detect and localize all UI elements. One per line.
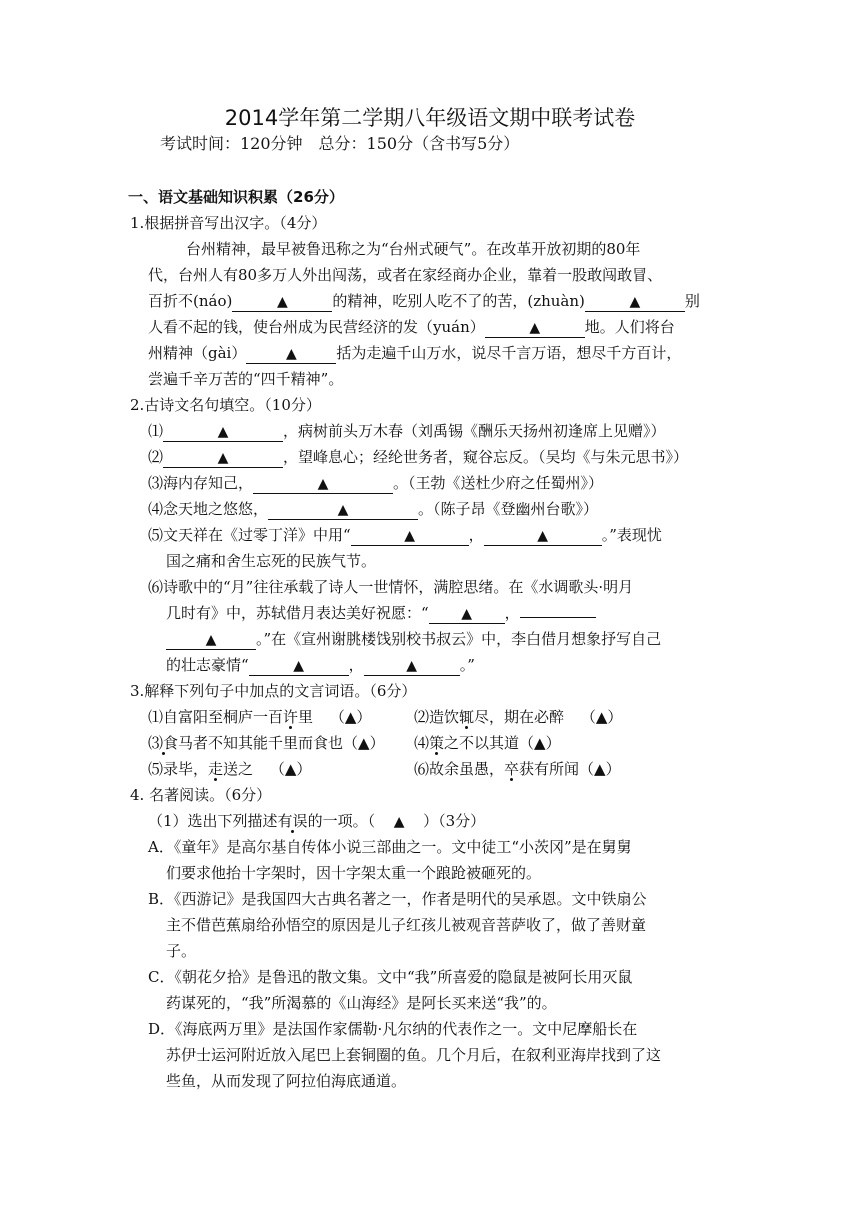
option-a[interactable]: A．《童年》是高尔基自传体小说三部曲之一。文中徒工“小茨冈”是在舅舅 [148,838,632,856]
option-d[interactable]: D．《海底两万里》是法国作家儒勒·凡尔纳的代表作之一。文中尼摩船长在 [148,1020,638,1038]
option-d-cont: 苏伊士运河附近放入尾巴上套铜圈的鱼。几个月后，在叙利亚海岸找到了这 [166,1046,662,1064]
q1-passage-line: 百折不(náo) ▲ 的精神，吃别人吃不了的苦，(zhuàn) ▲ 别 [148,292,700,310]
answer-blank[interactable]: ▲ [268,500,418,520]
q3-item: ⑷策之不以其道（▲） [414,734,561,752]
q2-item: ⑶海内存知己， ▲ 。（王勃《送杜少府之任蜀州》） [148,474,604,492]
q2-item-cont: 几时有》中，苏轼借月表达美好祝愿：“ ▲ ， [166,602,596,624]
dotted-word: ⑶食 [148,734,179,752]
answer-blank[interactable]: ▲ [485,318,585,338]
answer-blank[interactable]: ▲ [484,526,602,546]
dotted-word: 许 [283,708,299,726]
q3-item: ⑶食马者不知其能千里而食也（▲） [148,734,385,752]
q3-prompt: 3.解释下列句子中加点的文言词语。（6分） [130,682,417,700]
answer-slot[interactable]: ▲ [393,814,405,830]
answer-slot[interactable]: （▲） [519,734,561,752]
q2-item: ⑸文天祥在《过零丁洋》中用“ ▲ ， ▲ 。”表现忧 [148,526,662,544]
q3-item: ⑵造饮辄尽，期在必醉 （▲） [414,708,623,726]
q1-prompt: 1.根据拼音写出汉字。（4分） [130,214,327,232]
answer-blank[interactable]: ▲ [253,474,393,494]
q1-passage-line: 州精神（gài） ▲ 括为走遍千山万水，说尽千言万语，想尽千方百计， [148,344,682,362]
answer-blank[interactable]: ▲ [232,292,332,312]
answer-blank[interactable]: ▲ [429,604,505,624]
answer-slot[interactable]: （▲） [579,760,621,778]
q2-prompt: 2.古诗文名句填空。（10分） [130,396,321,414]
q2-item-cont: 国之痛和舍生忘死的民族气节。 [166,552,377,570]
q2-item: ⑷念天地之悠悠， ▲ 。（陈子昂《登幽州台歌》） [148,500,599,518]
answer-blank[interactable]: ▲ [585,292,685,312]
q2-item-cont: ▲ 。”在《宣州谢朓楼饯别校书叔云》中，李白借月想象抒写自己 [166,628,661,650]
q2-item-cont: 的壮志豪情“ ▲ ， ▲ 。” [166,656,475,674]
option-d-cont: 些鱼，从而发现了阿拉伯海底通道。 [166,1072,407,1090]
dotted-word: 卒 [504,760,520,778]
q2-item: ⑴ ▲ ，病树前头万木春（刘禹锡《酬乐天扬州初逢席上见赠》） [148,422,666,440]
q2-item: ⑹诗歌中的“月”往往承载了诗人一世情怀，满腔思绪。在《水调歌头·明月 [148,578,634,596]
q1-passage-line: 台州精神，最早被鲁迅称之为“台州式硬气”。在改革开放初期的80年 [186,240,641,258]
option-a-cont: 们要求他抬十字架时，因十字架太重一个踉跄被砸死的。 [166,864,542,882]
answer-slot[interactable]: （▲） [269,760,312,778]
answer-blank[interactable]: ▲ [351,526,469,546]
option-c[interactable]: C．《朝花夕拾》是鲁迅的散文集。文中“我”所喜爱的隐鼠是被阿长用灭鼠 [148,968,633,986]
answer-blank[interactable]: ▲ [364,656,460,676]
q3-item: ⑹故余虽愚，卒获有所闻（▲） [414,760,621,778]
dotted-word: 辄 [459,708,475,726]
answer-slot[interactable]: （▲） [343,734,385,752]
option-c-cont: 药谋死的，“我”所渴慕的《山海经》是阿长买来送“我”的。 [166,994,557,1012]
page-title: 2014学年第二学期八年级语文期中联考试卷 [224,106,636,130]
q1-passage-line: 人看不起的钱，使台州成为民营经济的发（yuán） ▲ 地。人们将台 [148,318,675,336]
exam-info: 考试时间：120分钟 总分：150分（含书写5分） [160,134,520,153]
section-heading: 一、语文基础知识积累（26分） [128,188,344,206]
q3-item: ⑴自富阳至桐庐一百许里 （▲） [148,708,372,726]
dotted-word: 策 [429,734,445,752]
q1-passage-line: 代，台州人有80多万人外出闯荡，或者在家经商办企业，靠着一股敢闯敢冒、 [148,266,663,284]
option-b[interactable]: B．《西游记》是我国四大古典名著之一，作者是明代的吴承恩。文中铁扇公 [148,890,647,908]
dotted-word: 有误 [277,812,308,830]
answer-blank[interactable]: ▲ [163,422,283,442]
option-b-cont: 子。 [166,942,197,960]
answer-blank[interactable] [520,617,596,618]
answer-slot[interactable]: （▲） [329,708,372,726]
answer-slot[interactable]: （▲） [580,708,623,726]
q2-item: ⑵ ▲ ，望峰息心；经纶世务者，窥谷忘反。（吴均《与朱元思书》） [148,448,689,466]
option-b-cont: 主不借芭蕉扇给孙悟空的原因是儿子红孩儿被观音菩萨收了，做了善财童 [166,916,647,934]
answer-blank[interactable]: ▲ [166,630,256,650]
answer-blank[interactable]: ▲ [246,344,336,364]
q4-subquestion: （1）选出下列描述有误的一项。（ ▲ ）（3分） [148,810,485,833]
answer-blank[interactable]: ▲ [249,656,349,676]
answer-blank[interactable]: ▲ [163,448,283,468]
q3-item: ⑸录毕，走送之 （▲） [148,760,312,778]
dotted-word: 走 [208,760,224,778]
q4-prompt: 4. 名著阅读。（6分） [130,786,272,804]
q1-passage-line: 尝遍千辛万苦的“四千精神”。 [148,370,344,388]
